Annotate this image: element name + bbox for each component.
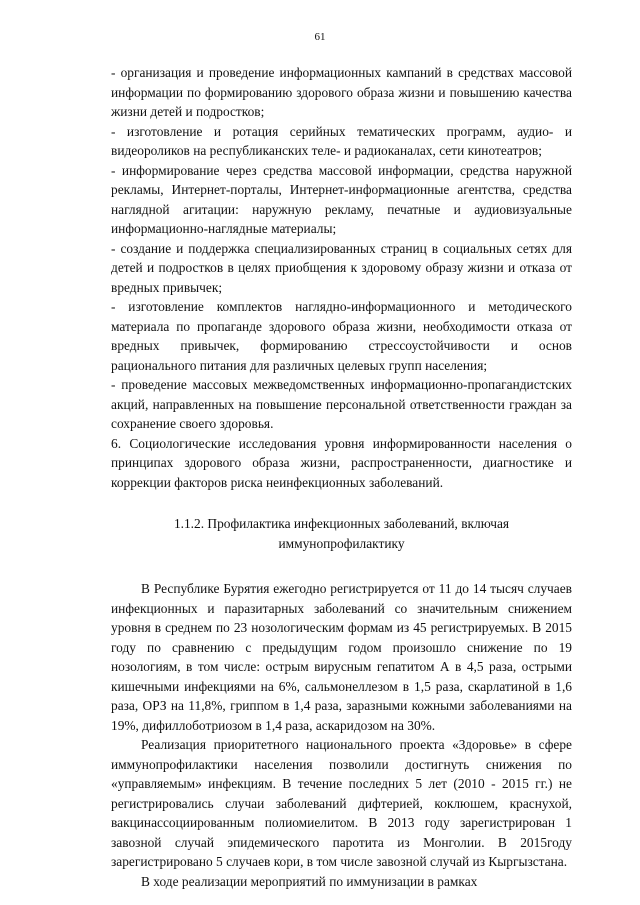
- page-number: 61: [314, 31, 326, 43]
- paragraph: - создание и поддержка специализированных страниц в социальных сетях для детей и подростков в целях приобщения к здоровому образу жизни и отказа от вредных привычек;: [111, 240, 572, 295]
- paragraph: - проведение массовых межведомственных информационно-пропагандистских акций, направленных на повышение персональной ответственности граждан за сохранение своего здоровья.: [111, 377, 572, 431]
- paragraph: В Республике Бурятия ежегодно регистрируется от 11 до 14 тысяч случаев инфекционных и паразитарных заболеваний со значительным снижением уровня в среднем по 23 нозологическим формам из 45 регистрируемых. В 2015 году по сравнению с предыдущим годом произошло снижение по 19 нозологиям, в том числе: острым вирусным гепатитом А в 4,5 раза, острыми кишечными инфекциями на 6%, сальмонеллезом в 1,5 раза, скарлатиной в 1,6 раза, ОРЗ на 11,8%, гриппом в 1,4 раза, заразными кожными заболеваниями на 19%, дифиллоботриозом в 1,4 раза, аскаридозом на 30%.: [111, 581, 572, 733]
- section-heading: 1.1.2. Профилактика инфекционных заболеваний, включая иммунопрофилактику: [173, 516, 510, 551]
- paragraph: - изготовление и ротация серийных тематических программ, аудио- и видеороликов на республиканских теле- и радиоканалах, сети кинотеатров;: [111, 123, 572, 158]
- paragraph: 6. Социологические исследования уровня информированности населения о принципах здорового образа жизни, распространенности, диагностике и коррекции факторов риска неинфекционных заболеваний.: [111, 435, 572, 490]
- paragraph: Реализация приоритетного национального проекта «Здоровье» в сфере иммунопрофилактики населения позволили достигнуть снижения по «управляемым» инфекциям. В течение последних 5 лет (2010 - 2015 гг.) не регистрировались случаи заболеваний дифтерией, коклюшем, краснухой, вакцинассоциированным полиомиелитом. В 2013 году зарегистрирован 1 завозной случай эпидемического паротита из Монголии. В 2015году зарегистрировано 5 случаев кори, в том числе завозной случай из Кыргызстана.: [111, 737, 572, 869]
- document-body: [111, 63, 572, 891]
- paragraph: - информирование через средства массовой информации, средства наружной рекламы, Интернет-порталы, Интернет-информационные агентства, средства наглядной агитации: наружную рекламу, печатные и аудиовизуальные информационно-наглядные материалы;: [111, 162, 572, 236]
- paragraph: - изготовление комплектов наглядно-информационного и методического материала по пропаганде здорового образа жизни, необходимости отказа от вредных привычек, формированию стрессоустойчивости и основ рационального питания для различных целевых групп населения;: [111, 299, 572, 373]
- paragraph: - организация и проведение информационных кампаний в средствах массовой информации по формированию здорового образа жизни и повышению качества жизни детей и подростков;: [111, 65, 572, 119]
- paragraph: В ходе реализации мероприятий по иммунизации в рамках: [141, 873, 478, 889]
